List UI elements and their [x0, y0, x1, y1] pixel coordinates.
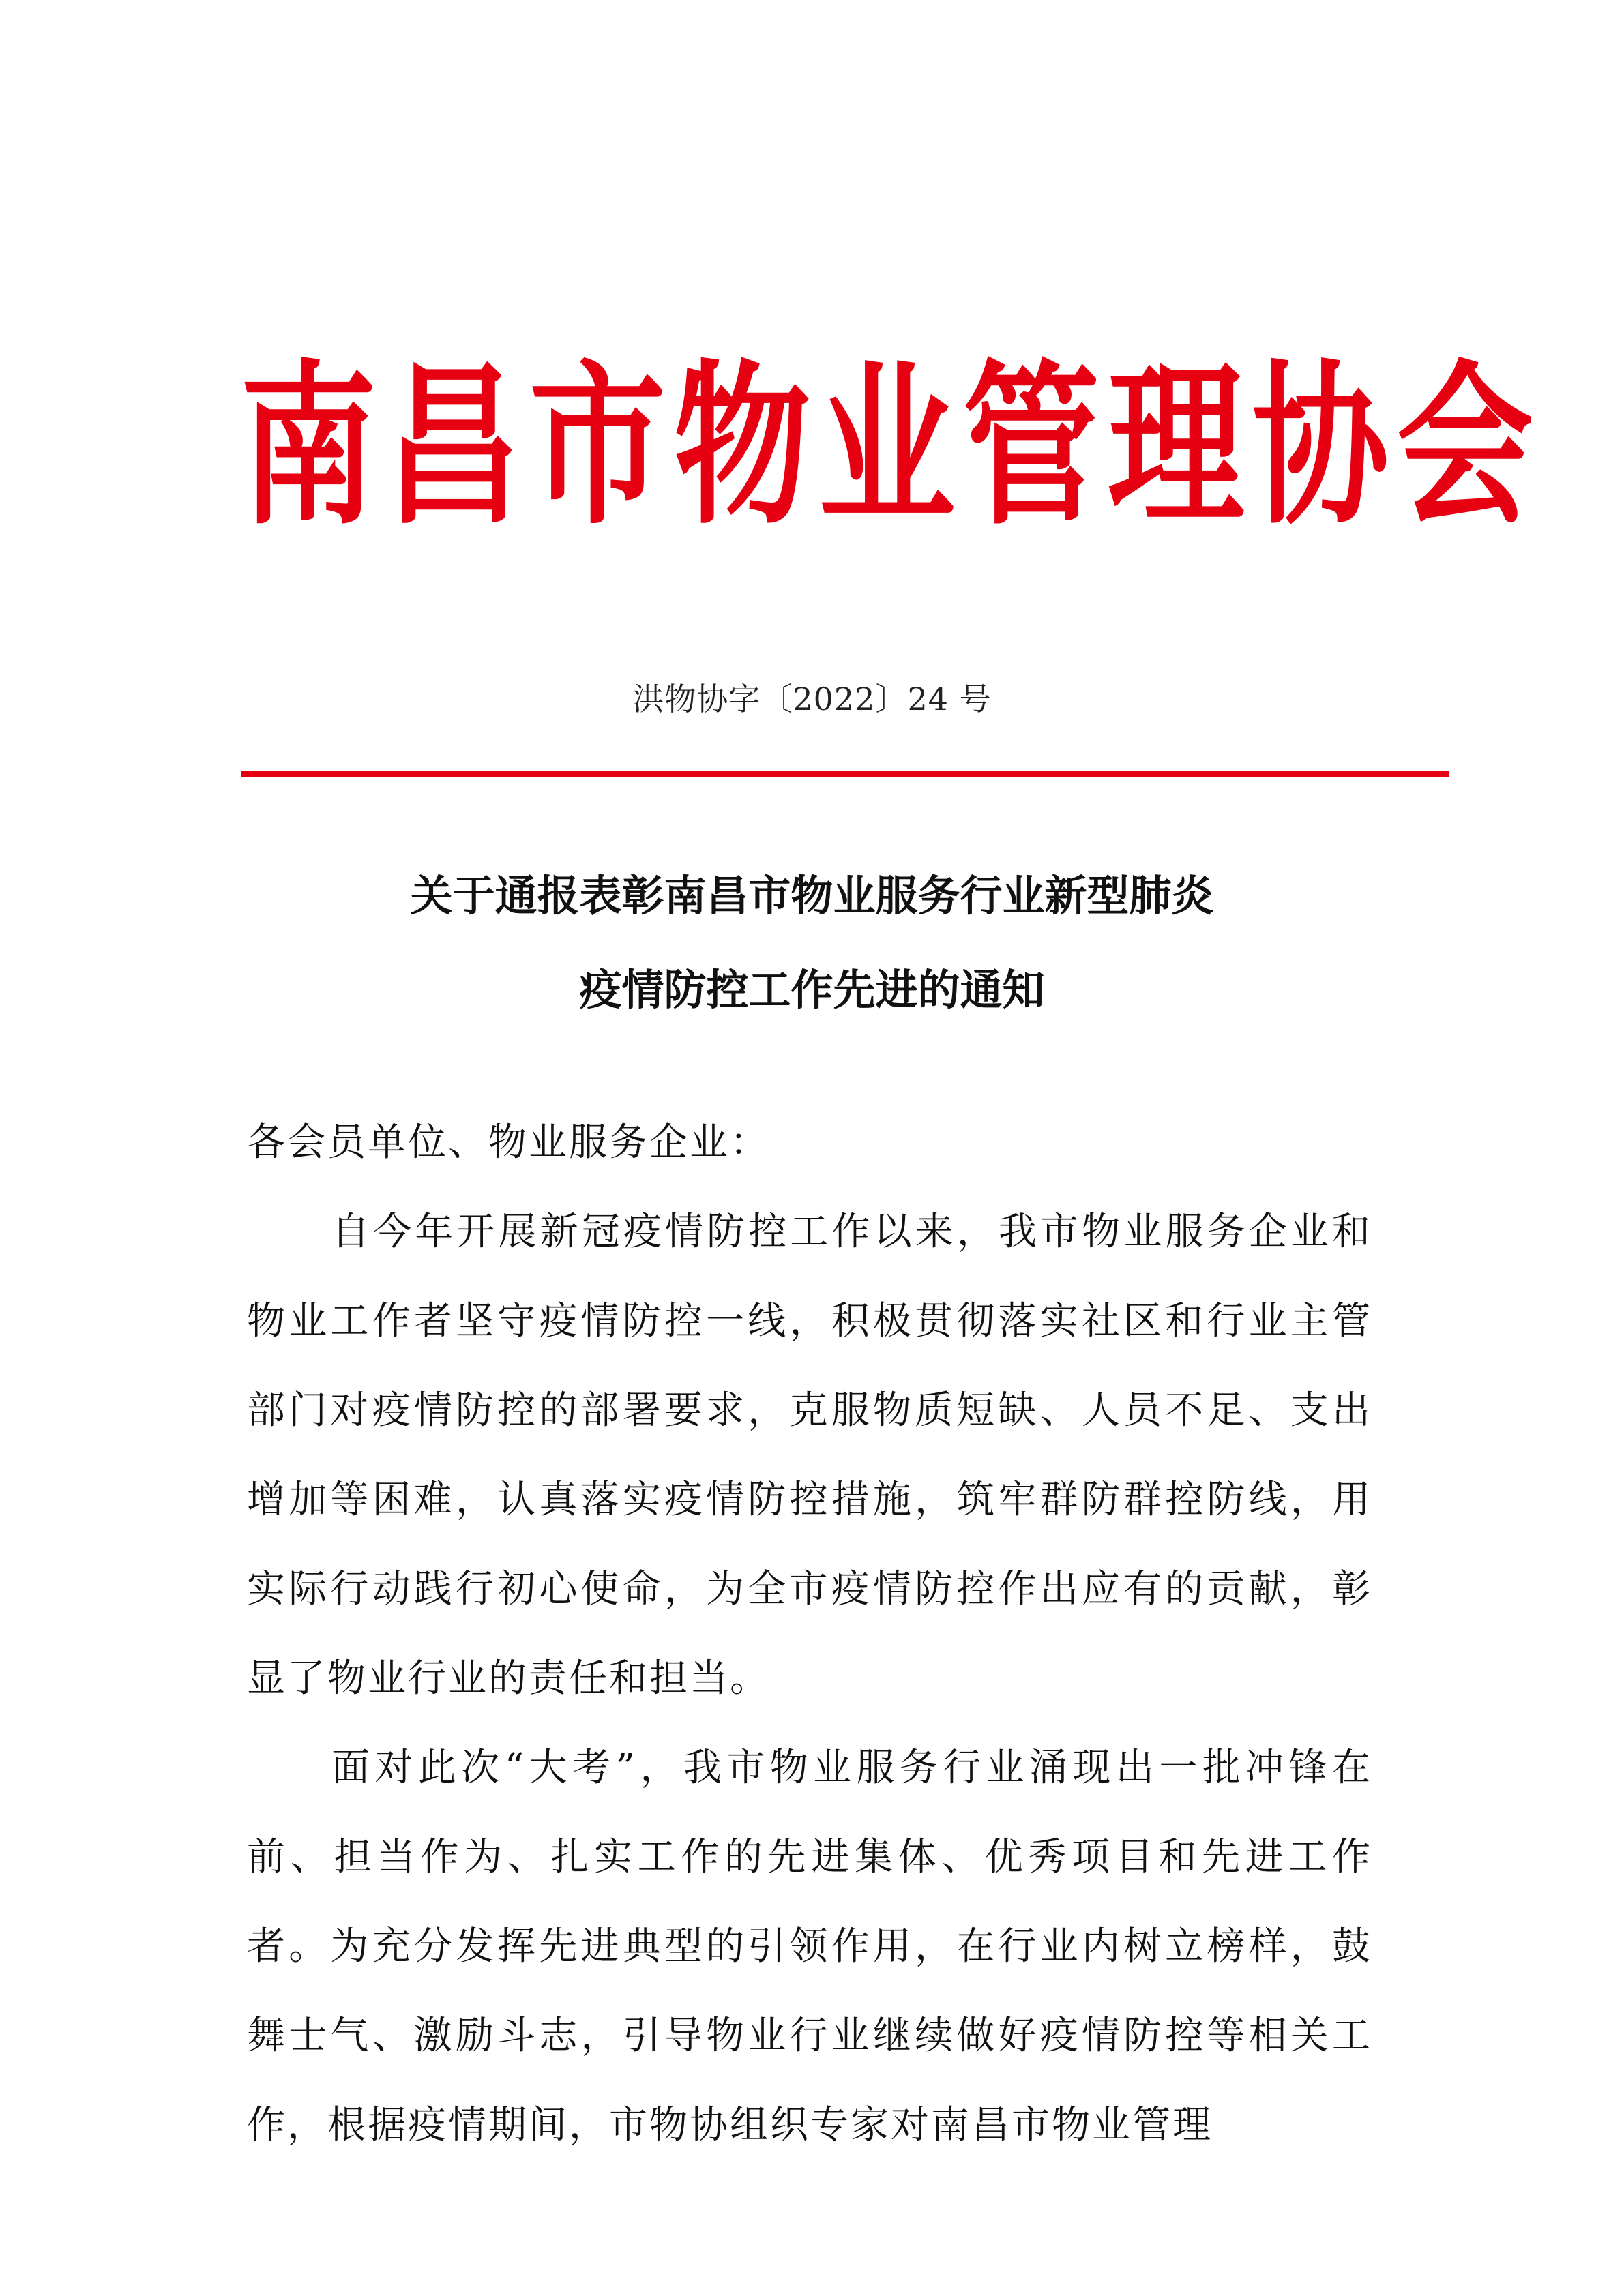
organization-letterhead: 南昌市物业管理协会 — [240, 345, 1542, 549]
red-divider-line — [241, 771, 1449, 777]
body-paragraph-2: 面对此次“大考”，我市物业服务行业涌现出一批冲锋在前、担当作为、扎实工作的先进集体、优秀项目和先进工作者。为充分发挥先进典型的引领作用，在行业内树立榜样，鼓舞士气、激励斗志，引导物业行业继续做好疫情防控等相关工作，根据疫情期间，市物协组织专家对南昌市物业管理 — [247, 1746, 1372, 2147]
document-number: 洪物协字〔2022〕24 号 — [632, 681, 992, 717]
notice-title — [0, 849, 1624, 1037]
notice-title-line-2: 疫情防控工作先进的通知 — [579, 965, 1045, 1015]
notice-title-line-1: 关于通报表彰南昌市物业服务行业新型肺炎 — [410, 871, 1214, 921]
body-paragraph-1: 自今年开展新冠疫情防控工作以来，我市物业服务企业和物业工作者坚守疫情防控一线，积极贯彻落实社区和行业主管部门对疫情防控的部署要求，克服物质短缺、人员不足、支出增加等困难，认真落实疫情防控措施，筑牢群防群控防线，用实际行动践行初心使命，为全市疫情防控作出应有的贡献，彰显了物业行业的责任和担当。 — [247, 1210, 1372, 1701]
notice-body — [247, 1098, 1372, 2170]
salutation: 各会员单位、物业服务企业： — [247, 1120, 770, 1165]
